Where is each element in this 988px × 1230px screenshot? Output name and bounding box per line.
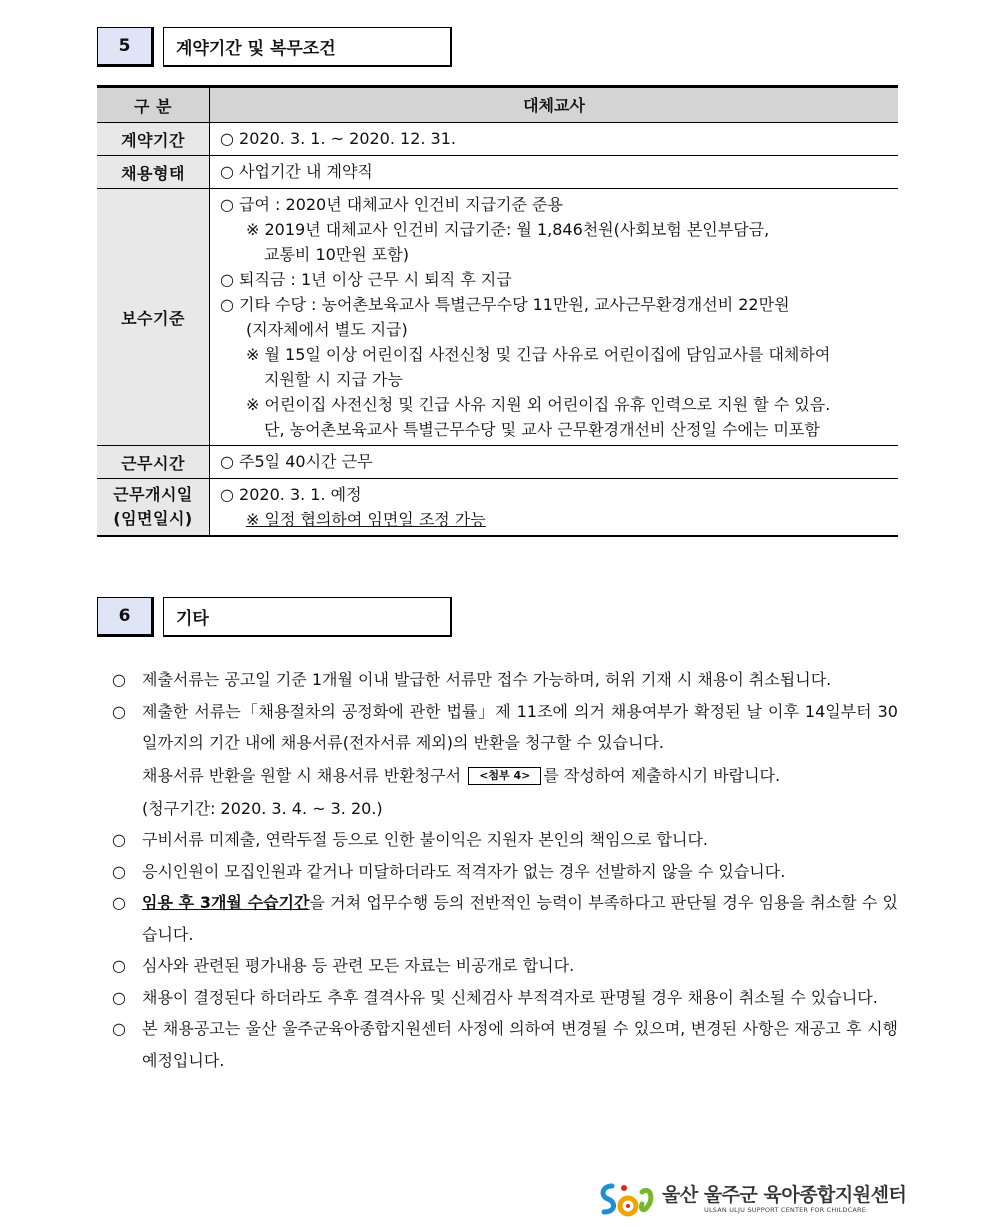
row-value-period: ○ 2020. 3. 1. ~ 2020. 12. 31. [210, 123, 899, 156]
circle-bullet: ○ [112, 893, 126, 912]
logo-mark-icon [598, 1180, 658, 1220]
row-label-type: 채용형태 [97, 156, 210, 189]
circle-bullet: ○ [112, 830, 126, 849]
row-label-pay: 보수기준 [97, 189, 210, 446]
pay-note: ※ 어린이집 사전신청 및 긴급 사유 지원 외 어린이집 유휴 인력으로 지원 할 수 있음. [246, 395, 831, 414]
circle-bullet: ○ [112, 956, 126, 975]
item-text: 본 채용공고는 울산 울주군육아종합지원센터 사정에 의하여 변경될 수 있으며, 변경된 사항은 재공고 후 시행 예정입니다. [142, 1019, 898, 1070]
item-text: 채용이 결정된다 하더라도 추후 결격사유 및 신체검사 부적격자로 판명될 경우 채용이 취소될 수 있습니다. [142, 987, 878, 1007]
start-note-wrap [220, 507, 890, 532]
logo-subtitle: ULSAN ULJU SUPPORT CENTER FOR CHILDCARE [704, 1206, 867, 1214]
attachment-badge: <첨부 4> [468, 767, 541, 785]
row-value-hours: ○ 주5일 40시간 근무 [210, 446, 899, 479]
row-label-period: 계약기간 [97, 123, 210, 156]
center-logo [598, 1180, 907, 1220]
header-category: 구 분 [97, 87, 210, 123]
list-item [112, 664, 898, 696]
item-subline [142, 759, 898, 793]
circle-bullet: ○ [112, 861, 126, 881]
row-value-type: ○ 사업기간 내 계약직 [210, 156, 899, 189]
pay-note: ※ 2019년 대체교사 인건비 지급기준: 월 1,846천원(사회보험 본인부담금, [246, 220, 770, 239]
pay-note-cont: 지원할 시 지급 가능 [264, 370, 403, 389]
pay-line: ○ 기타 수당 : 농어촌보육교사 특별근무수당 11만원, 교사근무환경개선비 22만원 [220, 295, 790, 314]
item-text: 을 거쳐 업무수행 등의 전반적인 능력이 부족하다고 판단될 경우 임용을 취소할 수 있습니다. [142, 893, 898, 944]
circle-bullet: ○ [112, 987, 126, 1007]
item-subline: (청구기간: 2020. 3. 4. ~ 3. 20.) [142, 798, 383, 818]
logo-name: 울산 울주군 육아종합지원센터 [662, 1184, 907, 1206]
circle-bullet: ○ [112, 670, 126, 689]
table-header-row [97, 87, 898, 123]
pay-line-cont: (지자체에서 별도 지급) [246, 320, 408, 339]
start-note: ※ 일정 협의하여 임면일 조정 가능 [246, 510, 486, 529]
probation-emphasis: 임용 후 3개월 수습기간 [142, 893, 310, 912]
circle-bullet: ○ [112, 1019, 126, 1038]
list-item [112, 1013, 898, 1076]
list-item [112, 856, 898, 888]
item-text: 를 작성하여 제출하시기 바랍니다. [543, 765, 781, 785]
row-value-pay [210, 189, 899, 446]
contract-conditions-table [97, 85, 898, 537]
item-text: 응시인원이 모집인원과 같거나 미달하더라도 적격자가 없는 경우 선발하지 않을 수 있습니다. [142, 861, 786, 881]
start-label-line1: 근무개시일 [113, 485, 193, 504]
item-text: 제출서류는 공고일 기준 1개월 이내 발급한 서류만 접수 가능하며, 허위 기재 시 채용이 취소됩니다. [142, 670, 832, 689]
list-item [112, 982, 898, 1014]
row-label-start [97, 479, 210, 537]
section-6-number: 6 [97, 597, 154, 637]
item-text: 채용서류 반환을 원할 시 채용서류 반환청구서 [142, 765, 462, 785]
section-5-number: 5 [97, 27, 154, 67]
pay-note-cont: 교통비 10만원 포함) [264, 245, 409, 264]
list-item [112, 950, 898, 982]
table-row-pay [97, 189, 898, 446]
list-item [112, 824, 898, 856]
start-line: ○ 2020. 3. 1. 예정 [220, 485, 362, 504]
header-substitute-teacher: 대체교사 [210, 87, 899, 123]
item-text: 구비서류 미제출, 연락두절 등으로 인한 불이익은 지원자 본인의 책임으로 합니다. [142, 830, 708, 849]
start-label-line2: (임면일시) [113, 509, 193, 528]
section-5-title: 계약기간 및 복무조건 [163, 27, 452, 67]
circle-bullet: ○ [112, 701, 126, 721]
pay-line: ○ 퇴직금 : 1년 이상 근무 시 퇴직 후 지급 [220, 270, 512, 289]
list-item [112, 887, 898, 950]
pay-line: ○ 급여 : 2020년 대체교사 인건비 지급기준 준용 [220, 195, 563, 214]
pay-note-cont: 단, 농어촌보육교사 특별근무수당 및 교사 근무환경개선비 산정일 수에는 미포함 [264, 420, 820, 439]
section-6-title: 기타 [163, 597, 452, 637]
table-row-hours [97, 446, 898, 479]
row-value-start [210, 479, 899, 537]
item-text: 제출한 서류는「채용절차의 공정화에 관한 법률」제 11조에 의거 채용여부가 확정된 날 이후 14일부터 30일까지의 기간 내에 채용서류(전자서류 제외)의 반환을 청구할 수 있습니다. [142, 701, 898, 752]
row-label-hours: 근무시간 [97, 446, 210, 479]
table-row-period [97, 123, 898, 156]
table-row-start [97, 479, 898, 537]
table-row-type [97, 156, 898, 189]
item-text: 심사와 관련된 평가내용 등 관련 모든 자료는 비공개로 합니다. [142, 956, 575, 975]
pay-note: ※ 월 15일 이상 어린이집 사전신청 및 긴급 사유로 어린이집에 담임교사를 대체하여 [246, 345, 831, 364]
notes-list [112, 664, 898, 1076]
list-item [112, 696, 898, 825]
